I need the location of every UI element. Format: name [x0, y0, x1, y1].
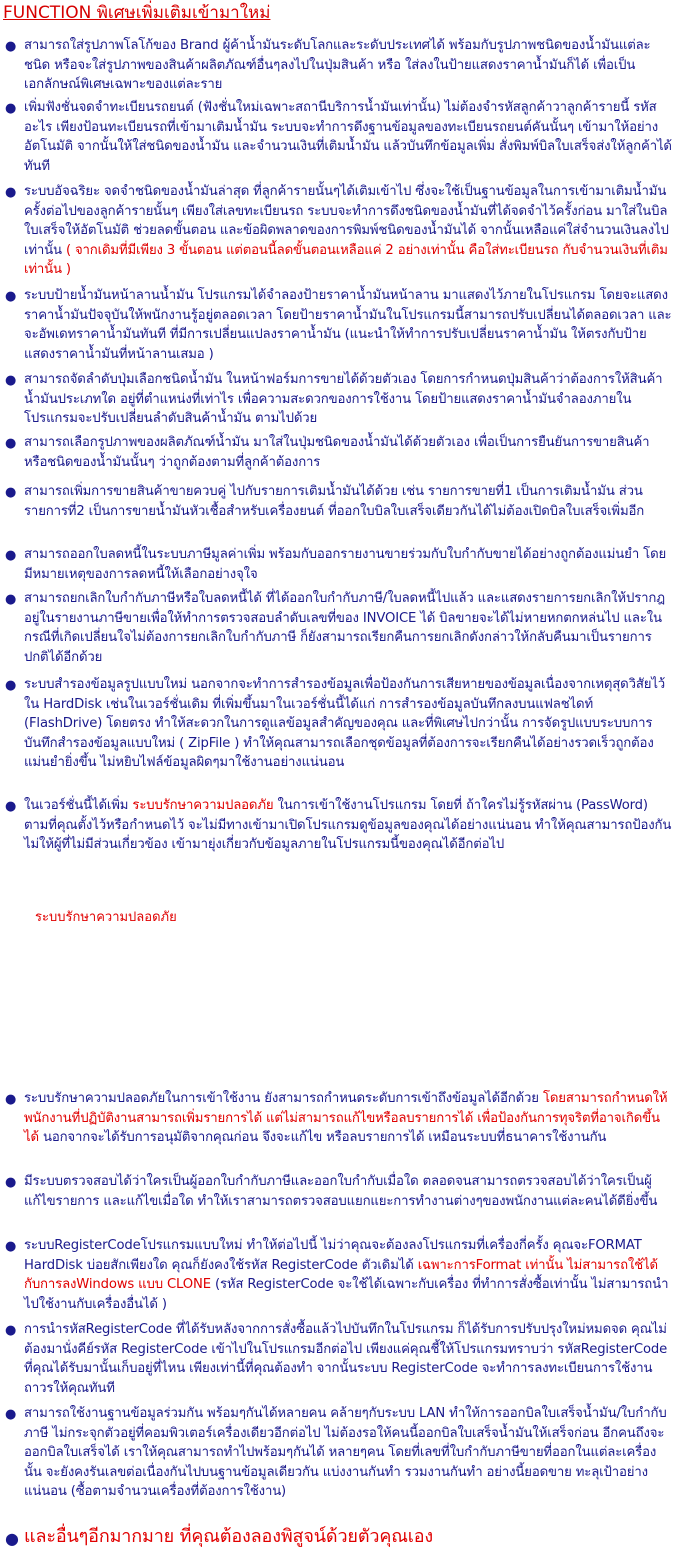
text-segment: ระบบป้ายน้ำมันหน้าลานน้ำมัน โปรแกรมได้จำลองป้ายราคาน้ำมันหน้าลาน มาแสดงไว้ภายในโปรแกรม โดยจะแสดงราคาน้ำมันปัจจุบันให้พนักงานรู้อยู่ตลอดเวลา โดยป้ายราคาน้ำมันในโปรแกรมนี้สามารถปรับเปลี่ยนได้ตลอดเวลา และจะอัพเดทราคาน้ำมันทันที ที่มีการเปลี่ยนแปลงราคาน้ำมัน (แนะนำให้ทำการปรับเปลี่ยนราคาน้ำมัน ให้ตรงกับป้ายแสดงราคาน้ำมันที่หน้าลานเสมอ )	[24, 288, 672, 362]
page-title: FUNCTION พิเศษเพิ่มเติมเข้ามาใหม่	[3, 3, 271, 23]
bullet-icon: ●	[5, 1239, 17, 1254]
text-segment: การนำรหัสRegisterCode ที่ได้รับหลังจากการสั่งซื้อแล้วไปบันทึกในโปรแกรม ก็ได้รับการปรับปรุงใหม่หมดจด คุณไม่ต้องมานั่งคีย์รหัส RegisterCode เข้าไปในโปรแกรมอีกต่อไป เพียงแค่คุณชี้ให้โปรแกรมทราบว่า รหัสRegisterCode ที่คุณได้รับมานั้นเก็บอยู่ที่ไหน เพียงเท่านี้ที่คุณต้องทำ จากนั้นระบบ RegisterCode จะทำการลงทะเบียนการใช้งานถาวรให้คุณทันที	[24, 1322, 668, 1396]
bullet-icon: ●	[5, 1529, 19, 1548]
final-item-text: และอื่นๆอีกมากมาย ที่คุณต้องลองพิสูจน์ด้วยตัวคุณเอง	[24, 1526, 434, 1547]
highlight-text: เฉพาะการFormat เท่านั้น ไม่สามารถใช้ได้กับการลงWindows แบบ CLONE	[24, 1257, 658, 1292]
text-segment: สามารถยกเลิกใบกำกับภาษีหรือใบลดหนี้ได้ ที่ได้ออกใบกำกับภาษี/ใบลดหนี้ไปแล้ว และแสดงรายการยกเลิกให้ปรากฎอยู่ในรายงานภาษีขายเพื่อให้ทำการตรวจสอบลำดับเลขที่ของ INVOICE ได้ บิลขายจะได้ไม่หายหกตกหล่นไป และในกรณีที่เกิดเปลี่ยนใจไม่ต้องการยกเลิกใบกำกับภาษี ก็ยังสามารถเรียกคืนการยกเลิกดังกล่าวให้กลับคืนมาเป็นรายการปกติได้อีกด้วย	[24, 591, 665, 665]
bullet-icon: ●	[5, 1407, 17, 1422]
list-item-text	[24, 482, 672, 521]
bullet-icon: ●	[5, 548, 17, 563]
bullet-icon: ●	[5, 436, 17, 451]
list-item-text	[24, 1236, 672, 1314]
list-item-text	[24, 796, 672, 855]
bullet-icon: ●	[5, 1092, 17, 1107]
bullet-icon: ●	[5, 39, 17, 54]
list-item-text	[24, 1404, 672, 1502]
text-segment: สามารถเลือกรูปภาพของผลิตภัณฑ์น้ำมัน มาใส่ในปุ่มชนิดของน้ำมันได้ด้วยตัวเอง เพื่อเป็นการยืนยันการขายสินค้าหรือชนิดของน้ำมันนั้นๆ ว่าถูกต้องตามที่ลูกค้าต้องการ	[24, 435, 650, 470]
bullet-icon: ●	[5, 592, 17, 607]
bullet-icon: ●	[5, 185, 17, 200]
highlight-text: ( จากเดิมที่มีเพียง 3 ขั้นตอน แต่ตอนนี้ลดขั้นตอนเหลือแค่ 2 อย่างเท่านั้น คือใส่ทะเบียนรถ กับจำนวนเงินที่เติมเท่านั้น )	[24, 242, 668, 277]
highlight-text: โดยสามารถกำหนดให้พนักงานที่ปฏิบัติงานสามารถเพิ่มรายการได้ แต่ไม่สามารถแก้ไขหรือลบรายการได้ เพื่อป้องกันการทุจริตที่อาจเกิดขึ้นได้	[24, 1091, 668, 1145]
list-item-text	[24, 433, 672, 472]
text-segment: เพิ่มฟังชั่นจดจำทะเบียนรถยนต์ (ฟังชั่นใหม่เฉพาะสถานีบริการน้ำมันเท่านั้น) ไม่ต้องจำรหัสลูกค้าวาลูกค้ารายนี้ รหัสอะไร เพียงป้อนทะเบียนรถที่เข้ามาเติมน้ำมัน ระบบจะทำการดึงฐานข้อมูลของทะเบียนรถยนต์คันนั้นๆ เข้ามาให้อย่างอัตโนมัติ จากนั้นให้ใส่ชนิดของน้ำมัน และจำนวนเงินที่เติมน้ำมัน แล้วบันทึกข้อมูลเพิ่ม สั่งพิมพ์บิลใบเสร็จส่งให้ลูกค้าได้ทันที	[24, 100, 672, 174]
text-segment: นอกจากจะได้รับการอนุมัติจากคุณก่อน จึงจะแก้ไข หรือลบรายการได้ เหมือนระบบที่ธนาคารใช้งานกัน	[38, 1130, 607, 1145]
text-segment: (รหัส RegisterCode จะใช้ได้เฉพาะกับเครื่อง ที่ทำการสั่งซื้อเท่านั้น ไม่สามารถนำไปใช้งานกับเครื่องอื่นได้ )	[24, 1277, 669, 1312]
text-segment: ระบบรักษาความปลอดภัยในการเข้าใช้งาน ยังสามารถกำหนดระดับการเข้าถึงข้อมูลได้อีกด้วย	[24, 1091, 543, 1106]
list-item-text	[24, 182, 672, 280]
text-segment: ในเวอร์ชั่นนี้ได้เพิ่ม	[24, 798, 133, 813]
list-item-text	[24, 1089, 672, 1148]
text-segment: ในการเข้าใช้งานโปรแกรม โดยที่ ถ้าใครไม่รู้รหัสผ่าน (PassWord) ตามที่คุณตั้งไว้หรือกำหนดไว้ จะไม่มีทางเข้ามาเปิดโปรแกรมดูข้อมูลของคุณได้อย่างแน่นอน ทำให้คุณสามารถป้องกันไม่ให้ผู้ที่ไม่มีส่วนเกี่ยวข้อง เข้ามายุ่งเกี่ยวกับข้อมูลภายในโปรแกรมนี้ของคุณได้อีกต่อไป	[24, 798, 672, 852]
text-segment: สามารถจัดลำดับปุ่มเลือกชนิดน้ำมัน ในหน้าฟอร์มการขายได้ด้วยตัวเอง โดยการกำหนดปุ่มสินค้าว่าต้องการให้สินค้าน้ำมันประเภทใด อยู่ที่ตำแหน่งที่เท่าไร เพื่อความสะดวกของการใช้งาน โดยป้ายแสดงราคาน้ำมันจำลองภายในโปรแกรมจะปรับเปลี่ยนลำดับสินค้าน้ำมัน ตามไปด้วย	[24, 372, 663, 426]
bullet-icon: ●	[5, 678, 17, 693]
list-item-text	[24, 370, 672, 429]
bullet-icon: ●	[5, 799, 17, 814]
list-item-text	[24, 589, 672, 667]
list-item-text	[24, 545, 672, 584]
bullet-icon: ●	[5, 1175, 17, 1190]
text-segment: สามารถออกใบลดหนี้ในระบบภาษีมูลค่าเพิ่ม พร้อมกับออกรายงานขายร่วมกับใบกำกับขายได้อย่างถูกต้องแม่นยำ โดยมีหมายเหตุของการลดหนี้ให้เลือกอย่างจุใจ	[24, 547, 667, 582]
list-item-text	[24, 1172, 672, 1211]
bullet-icon: ●	[5, 485, 17, 500]
text-segment: สามารถใส่รูปภาพโลโก้ของ Brand ผู้ค้าน้ำมันระดับโลกและระดับประเทศได้ พร้อมกับรูปภาพชนิดของน้ำมันแต่ละชนิด หรือจะใส่รูปภาพของสินค้าผลิตภัณฑ์อื่นๆลงไปในปุ่มสินค้า หรือ ใส่ลงในป้ายแสดงราคาน้ำมันก็ได้ เพื่อเป็นเอกลักษณ์พิเศษเฉพาะของแต่ละราย	[24, 38, 651, 92]
text-segment: ระบบRegisterCodeโปรแกรมแบบใหม่ ทำให้ต่อไปนี้ ไม่ว่าคุณจะต้องลงโปรแกรมที่เครื่องกี่ครั้ง คุณจะFORMAT HardDisk บ่อยสักเพียงใด คุณก็ยังคงใช้รหัส RegisterCode ตัวเดิมได้	[24, 1238, 642, 1273]
list-item-text	[24, 1320, 672, 1398]
highlight-text: ระบบรักษาความปลอดภัย	[132, 798, 274, 813]
bullet-icon: ●	[5, 1323, 17, 1338]
bullet-icon: ●	[5, 101, 17, 116]
list-item-text	[24, 675, 672, 773]
text-segment: ระบบอัจฉริยะ จดจำชนิดของน้ำมันล่าสุด ที่ลูกค้ารายนั้นๆได้เติมเข้าไป ซึ่งจะใช้เป็นฐานข้อมูลในการเข้ามาเติมน้ำมันครั้งต่อไปของลูกค้ารายนั้นๆ เพียงใส่เลขทะเบียนรถ ระบบจะทำการดึงชนิดของน้ำมันที่ได้จดจำไว้ครั้งก่อน มาใส่ในบิลใบเสร็จให้อัตโนมัติ ช่วยลดขั้นตอน และข้อผิดพลาดของการพิมพ์ชนิดของน้ำมันได้ จากนั้นเหลือแค่ใส่จำนวนเงินลงไปเท่านั้น	[24, 184, 669, 258]
text-segment: มีระบบตรวจสอบได้ว่าใครเป็นผู้ออกใบกำกับภาษีและออกใบกำกับเมื่อใด ตลอดจนสามารถตรวจสอบได้ว่าใครเป็นผู้แก้ไขรายการ และแก้ไขเมื่อใด ทำให้เราสามารถตรวจสอบแยกแยะการทำงานต่างๆของพนักงานแต่ละคนได้ดียิ่งขึ้น	[24, 1174, 658, 1209]
text-segment: สามารถใช้งานฐานข้อมูลร่วมกัน พร้อมๆกันได้หลายคน คล้ายๆกับระบบ LAN ทำให้การออกบิลใบเสร็จน้ำมัน/ใบกำกับภาษี ไม่กระจุกตัวอยู่ที่คอมพิวเตอร์เครื่องเดียวอีกต่อไป ไม่ต้องรอให้คนนี้ออกบิลใบเสร็จน้ำมันให้เสร็จก่อน อีกคนถึงจะออกบิลใบเสร็จได้ เราให้คุณสามารถทำไปพร้อมๆกันได้ หลายๆคน โดยที่เลขที่ใบกำกับภาษีขายที่ออกในแต่ละเครื่องนั้น จะยังคงรันเลขต่อเนื่องกันไปบนฐานข้อมูลเดียวกัน แบ่งงานกันทำ รวมงานกันทำ อย่างนี้ยอดขาย ทะลุเป้าอย่างแน่นอน (ซื้อตามจำนวนเครื่องที่ต้องการใช้งาน)	[24, 1406, 667, 1499]
list-item-final	[0, 1525, 672, 1550]
list-item-text	[24, 36, 672, 95]
security-caption: ระบบรักษาความปลอดภัย	[35, 910, 177, 925]
list-item-text	[24, 286, 672, 364]
bullet-icon: ●	[5, 373, 17, 388]
bullet-icon: ●	[5, 289, 17, 304]
list-item-text	[24, 98, 672, 176]
text-segment: ระบบสำรองข้อมูลรูปแบบใหม่ นอกจากจะทำการสำรองข้อมูลเพื่อป้องกันการเสียหายของข้อมูลเนื่องจากเหตุสุดวิสัยไว้ใน HardDisk เช่นในเวอร์ชั่นเดิม ที่เพิ่มขึ้นมาในเวอร์ชั่นนี้ได้แก่ การสำรองข้อมูลบันทึกลงบนแฟลชไดท์ (FlashDrive) โดยตรง ทำให้สะดวกในการดูแลข้อมูลสำคัญของคุณ และที่พิเศษไปกว่านั้น การจัดรูปแบบระบบการบันทึกสำรองข้อมูลแบบใหม่ ( ZipFile ) ทำให้คุณสามารถเลือกชุดข้อมูลที่ต้องการจะเรียกคืนได้อย่างรวดเร็วถูกต้องแม่นยำยิ่งขึ้น ไม่หยิบไฟล์ข้อมูลผิดๆมาใช้งานอย่างแน่นอน	[24, 677, 666, 770]
text-segment: สามารถเพิ่มการขายสินค้าขายควบคู่ ไปกับรายการเติมน้ำมันได้ด้วย เช่น รายการขายที่1 เป็นการเติมน้ำมัน ส่วนรายการที่2 เป็นการขายน้ำมันหัวเชื้อสำหรับเครื่องยนต์ ที่ออกใบบิลใบเสร็จเดียวกันได้ไม่ต้องเปิดบิลใบเสร็จเพิ่มอีก	[24, 484, 645, 519]
